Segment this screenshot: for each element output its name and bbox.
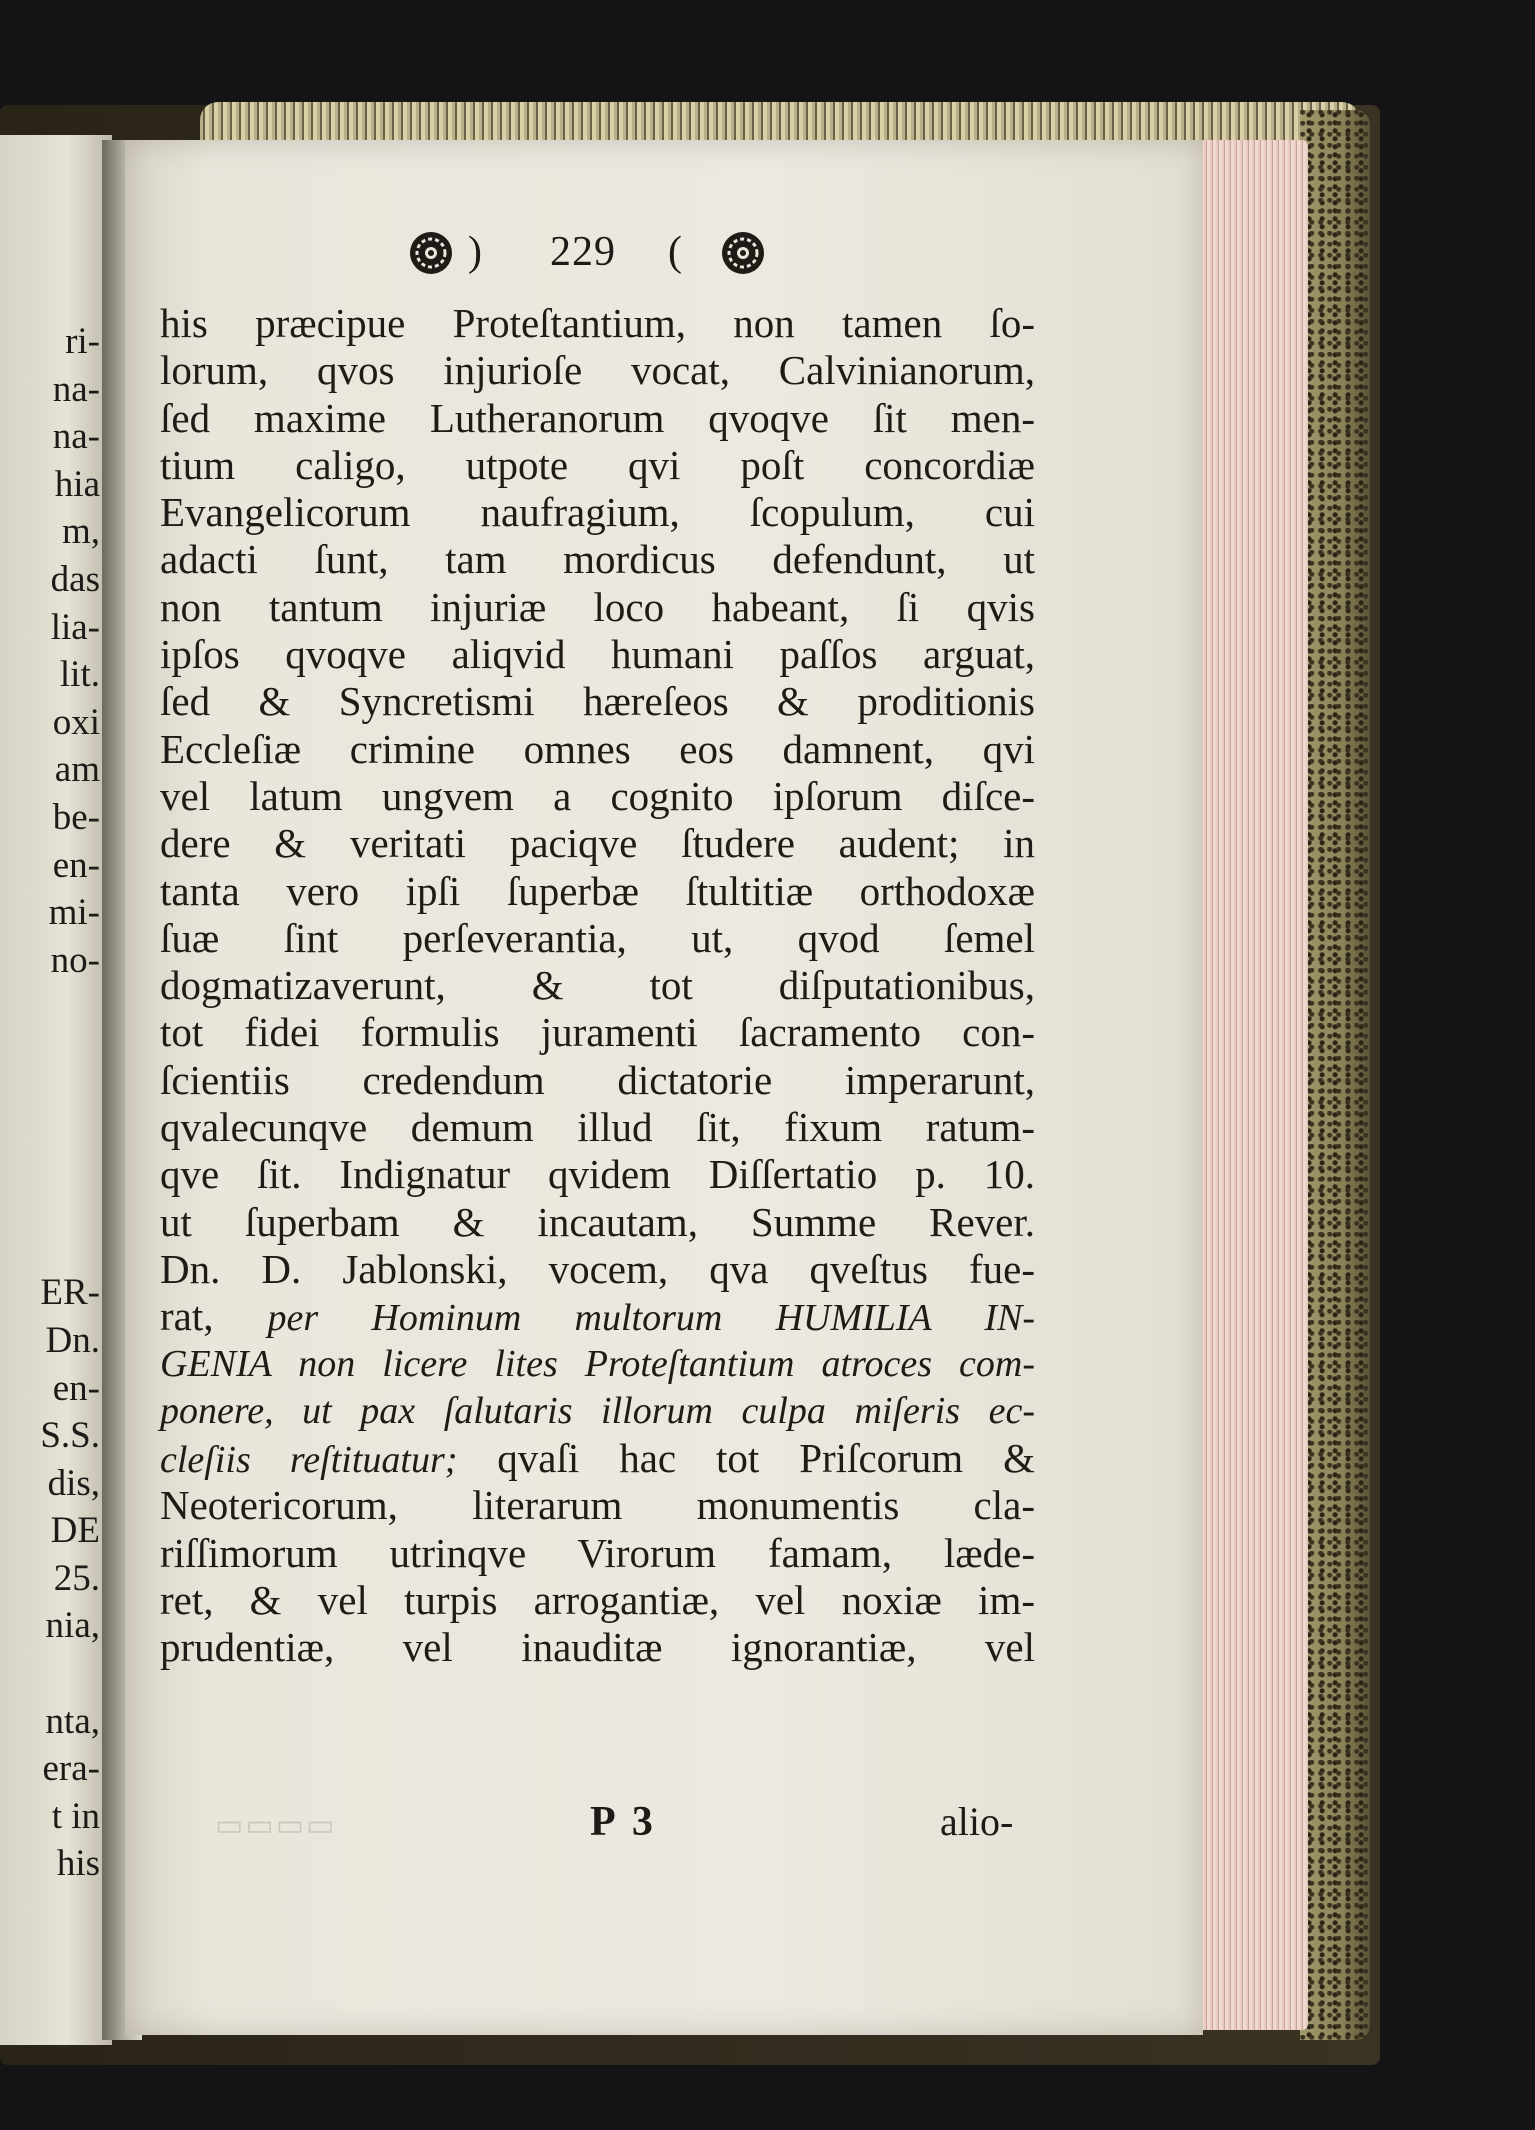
left-fragment: t in [51,1795,100,1837]
left-fragment: be- [52,796,100,838]
left-fragment: mi- [48,892,100,934]
body-text [160,300,1035,1672]
left-fragment: oxi [52,701,100,743]
left-fragment: Dn. [45,1319,100,1361]
text-line: lorum, qvos injurioſe vocat, Calvinianorum, [160,347,1035,394]
text-line: ret, & vel turpis arrogantiæ, vel noxiæ im- [160,1577,1035,1624]
text-line: ſed & Syncretismi hæreſeos & proditionis [160,678,1035,725]
header-paren-left: ) [468,229,483,275]
text-line: dere & veritati paciqve ſtudere audent; in [160,820,1035,867]
left-fragment: 25. [53,1557,100,1599]
text-line: Dn. D. Jablonski, vocem, qva qveſtus fue- [160,1245,1035,1292]
left-fragment: lit. [59,654,100,696]
rosette-ornament-icon [720,230,766,276]
left-fragment: ER- [40,1272,100,1314]
text-line: riſſimorum utrinqve Virorum famam, læde- [160,1529,1035,1576]
catchword: alio- [940,1799,1014,1844]
left-fragment: hia [54,463,100,505]
text-line: ſcientiis credendum dictatorie imperarunt, [160,1056,1035,1103]
left-fragment: no- [50,939,100,981]
left-fragment: nia, [45,1605,100,1647]
left-fragment: S.S. [40,1415,100,1457]
text-line: qvalecunqve demum illud ſit, fixum ratum- [160,1104,1035,1151]
text-line: ut ſuperbam & incautam, Summe Rever. [160,1198,1035,1245]
left-fragment: DE [50,1510,100,1552]
left-fragment: das [50,558,100,600]
signature-mark: P 3 [590,1799,657,1845]
text-line: vel latum ungvem a cognito ipſorum diſce- [160,772,1035,819]
italic-quotation: cleſiis reſtituatur; [160,1439,458,1482]
left-fragment: en- [52,1367,100,1409]
text-line: ſuæ ſint perſeverantia, ut, qvod ſemel [160,914,1035,961]
left-fragment: nta, [45,1700,100,1742]
text-line: adacti ſunt, tam mordicus defendunt, ut [160,536,1035,583]
text-line: qve ſit. Indignatur qvidem Diſſertatio p. 10. [160,1151,1035,1198]
left-fragment: dis, [47,1462,100,1504]
rosette-ornament-icon [408,230,454,276]
text-line: tanta vero ipſi ſuperbæ ſtultitiæ orthodoxæ [160,867,1035,914]
text-line: Neotericorum, literarum monumentis cla- [160,1482,1035,1529]
header-paren-right: ( [668,229,683,275]
italic-quotation-line: ponere, ut pax ſalutaris illorum culpa miſeris ec- [160,1389,1035,1432]
left-fragment: his [56,1843,100,1885]
left-fragment [0,1650,100,1698]
italic-quotation-line: GENIA non licere lites Proteſtantium atroces com- [160,1342,1035,1385]
left-fragment: am [54,749,100,791]
left-fragment: lia- [50,606,100,648]
left-fragment: ri- [65,321,100,362]
page-number: 229 [550,229,616,275]
roman-text: rat, [160,1293,268,1340]
left-fragment: na- [52,416,100,458]
left-fragment: era- [42,1748,100,1790]
text-line: prudentiæ, vel inauditæ ignorantiæ, vel [160,1624,1035,1671]
text-line: Eccleſiæ crimine omnes eos damnent, qvi [160,725,1035,772]
text-line: his præcipue Proteſtantium, non tamen ſo- [160,300,1035,346]
left-fragment: en- [52,844,100,886]
text-line: Evangelicorum naufragium, ſcopulum, cui [160,489,1035,536]
text-line: tot fidei formulis juramenti ſacramento con- [160,1009,1035,1056]
text-line: ſed maxime Lutheranorum qvoqve ſit men- [160,394,1035,441]
left-page-text-fragments [0,318,100,1888]
italic-quotation: per Hominum multorum HUMILIA IN- [267,1297,1035,1340]
text-line: tium caligo, utpote qvi poſt concordiæ [160,441,1035,488]
text-line: dogmatizaverunt, & tot diſputationibus, [160,962,1035,1009]
left-fragment: na- [52,368,100,410]
text-line-mixed [160,1435,1035,1482]
marbled-cover-edge [1300,110,1370,2040]
left-fragment: m, [61,511,100,553]
book-top-edge [200,102,1360,142]
text-line: non tantum injuriæ loco habeant, ſi qvis [160,583,1035,630]
faded-stamp: ▭▭▭▭ [215,1809,337,1842]
text-line-mixed [160,1293,1035,1340]
page-header [400,218,800,288]
page-fore-edge [1198,140,1308,2030]
roman-text: qvaſi hac tot Priſcorum & [457,1435,1035,1482]
text-line: ipſos qvoqve aliqvid humani paſſos arguat, [160,631,1035,678]
